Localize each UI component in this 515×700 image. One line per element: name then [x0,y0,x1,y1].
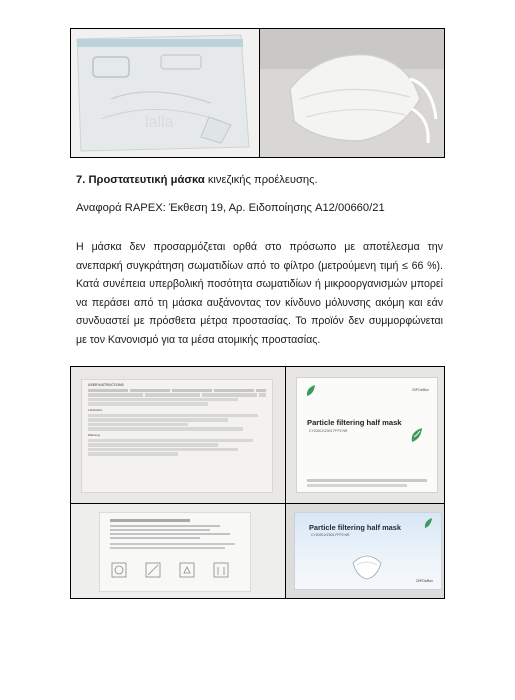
bottom-photo-cell-4 [285,503,445,599]
mask-illustration-icon [347,547,387,581]
usage-pictograms-icon [110,561,240,581]
box-product-title: Particle filtering half mask [307,418,402,427]
bottom-photo-cell-1 [70,366,286,504]
item-title-bold: Προστατευτική μάσκα [88,174,205,186]
box-model: CY2020-KZ001 FFP2 NR [309,429,348,433]
brand-leaf-icon [423,517,433,529]
box-front-blue-photo [286,504,444,598]
item-number: 7. [76,174,86,186]
box-blue-model: CY2020-KZ001 FFP2 NR [311,533,350,537]
description-line: Η μάσκα δεν προσαρμόζεται ορθά στο πρόσωπο με αποτέλεσμα την [76,241,443,253]
item-title-rest: κινεζικής προέλευσης. [207,174,318,186]
box-front-photo [286,367,444,503]
description-line: συνδυαστεί με πρόσθετα μέτρα προστασίας. Το προϊόν δεν συμμορφώνεται [76,315,443,328]
box-instructions-photo [71,367,285,503]
description-line: να περάσει από τη μάσκα αυξάνοντας τον κίνδυνο μόλυνσης ακόμη και εάν [76,296,443,309]
top-photo-cell-left [70,28,260,158]
mask-product-photo [260,29,444,157]
box-side-photo [71,504,285,598]
top-photo-cell-right [259,28,445,158]
description-line: ανεπαρκή συγκράτηση σωματιδίων από το φίλτρο (μετρούμενη τιμή ≤ 66 %). [76,259,443,272]
box-blue-product-title: Particle filtering half mask [309,523,402,532]
description-line: με τον Κανονισμό για τα μέσα ατομικής προστασίας. [76,333,321,346]
mask-packaging-photo [71,29,259,157]
box-quantity-bottom: 20PCs/Box [416,579,433,583]
brand-leaf-icon [305,384,317,398]
limitation-heading: Limitation [88,407,103,412]
instructions-heading: USER INSTRUCTIONS [88,383,124,387]
description-line: Κατά συνέπεια υπερβολική ποσότητα σωματιδίων ή μικροοργανισμών μπορεί [76,278,443,291]
box-quantity-top: 20PCs/Box [412,388,429,392]
description-paragraph [76,238,443,350]
item-heading [76,174,318,186]
rapex-reference: Αναφορά RAPEX: Έκθεση 19, Αρ. Ειδοποίησης A12/00660/21 [76,202,385,214]
brand-logo-icon [409,426,425,444]
svg-text:lalla: lalla [145,114,174,131]
bottom-photo-cell-3 [70,503,286,599]
bottom-photo-cell-2 [285,366,445,504]
warning-heading: Warning [88,432,100,437]
